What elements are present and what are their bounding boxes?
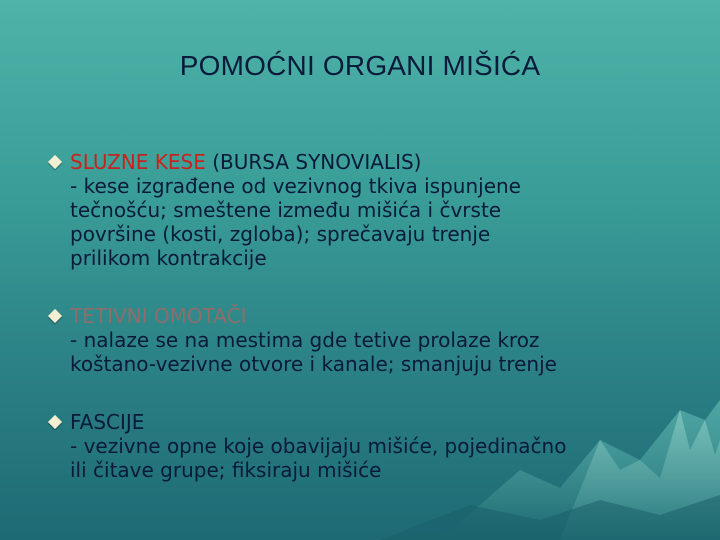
bullet-item-tetivni-omotaci (50, 304, 690, 376)
bullet-list (50, 150, 690, 482)
bullet-heading-rest: (BURSA SYNOVIALIS) (205, 150, 422, 174)
diamond-bullet-icon (48, 309, 62, 323)
bullet-heading-highlight: SLUZNE KESE (70, 150, 206, 174)
bullet-heading (70, 150, 690, 174)
bullet-heading (70, 304, 690, 328)
bullet-description: - kese izgrađene od vezivnog tkiva ispunjene tečnošću; smeštene između mišića i čvrste površine (kosti, zgloba); sprečavaju trenje prilikom kontrakcije (70, 174, 521, 270)
diamond-bullet-icon (48, 415, 62, 429)
bullet-heading (70, 410, 690, 434)
bullet-heading-highlight: FASCIJE (70, 410, 145, 434)
bullet-heading-highlight: TETIVNI OMOTAČI (70, 304, 247, 328)
slide-title: POMOĆNI ORGANI MIŠIĆA (179, 50, 541, 81)
bullet-item-sluzne-kese (50, 150, 690, 270)
bullet-description: - vezivne opne koje obavijaju mišiće, pojedinačno ili čitave grupe; fiksiraju mišiće (70, 434, 567, 482)
bullet-item-fascije (50, 410, 690, 482)
diamond-bullet-icon (48, 155, 62, 169)
bullet-description: - nalaze se na mestima gde tetive prolaze kroz koštano-vezivne otvore i kanale; smanjuju trenje (70, 328, 557, 376)
